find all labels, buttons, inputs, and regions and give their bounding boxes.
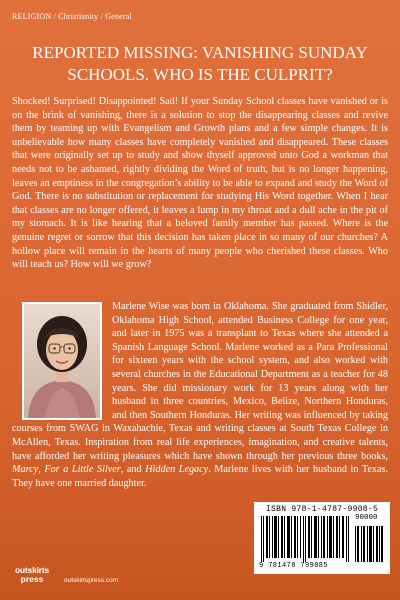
category-label: RELIGION / Christianity / General	[12, 12, 132, 21]
isbn-barcode	[254, 502, 390, 574]
book-title-hidden-legacy: Hidden Legacy	[145, 464, 209, 476]
publisher-logo-bottom: press	[20, 574, 44, 584]
cover-title: REPORTED MISSING: VANISHING SUNDAY SCHOOLS. WHO IS THE CULPRIT?	[32, 43, 368, 84]
price-addon-code: 90000	[355, 514, 378, 522]
publisher-logo	[10, 566, 54, 590]
addon-barcode-icon	[354, 522, 384, 562]
ean-barcode-icon	[259, 516, 351, 562]
author-bio	[12, 300, 388, 490]
bio-text: Marlene Wise was born in Oklahoma. She graduated from Shidler, Oklahoma High School, attended Business College for one year, and later in 1975 was a transplant to Texas where she attended a Spanish Language School. Marlene worked as a Para Professional for sixteen years with the school system, and also worked with several churches in the Educational Department as a teacher for 48 years. She did missionary work for 13 years along with her husband in three countries, Mexico, Belize, Northern Honduras, and then Southern Honduras. Her writing was influenced by taking courses from SWAG in Waxahachie, Texas and writing classes at South Texas College in McAllen, Texas. Inspiration from real life experiences, imagination, and creative talents, have afforded her writing pleasures which have shown through her previous three books,	[12, 301, 388, 462]
isbn-number: ISBN 978-1-4787-9908-5	[265, 505, 379, 514]
book-blurb: Shocked! Surprised! Disappointed! Sad! If your Sunday School classes have vanished or is on the brink of vanishing, there is a solution to stop the disappearing classes and revive them by teaming up with Evangelism and Growth plans and a few simple changes. It is unbelievable how many classes have completely vanished and disappeared. These classes that were originally set up to study and show thyself approved unto God a workman that needs not to be ashamed, rightly dividing the Word of truth, but is no longer happening, leaves an emptiness in the congregation’s ability to be able to expand and study the Word of God. There is no substitution or replacement for studying His Word together. When I hear that classes are no longer offered, it leaves a lump in my throat and a dull ache in the pit of my stomach. It is like hearing that a beloved family member has passed. Where is the genuine regret or sorrow that this decision has taken place in so many of our churches? A hollow place will remain in the hearts of many people who cherished these classes. Who will teach us? How will we grow?	[12, 96, 388, 271]
book-title-marcy: Marcy	[12, 464, 39, 476]
publisher-logo-top: outskirts	[14, 565, 50, 575]
bio-separator: ,	[38, 464, 45, 476]
photo-spacer	[12, 300, 112, 420]
bio-text-end: . Marlene lives with her husband in Texas. They have one married daughter.	[12, 464, 388, 489]
ean-digits: 9 781478 799085	[259, 562, 329, 570]
book-title-little-silver: For a Little Silver	[44, 464, 121, 476]
bio-separator: , and	[120, 464, 146, 476]
publisher-url: outskirtspress.com	[64, 577, 119, 584]
